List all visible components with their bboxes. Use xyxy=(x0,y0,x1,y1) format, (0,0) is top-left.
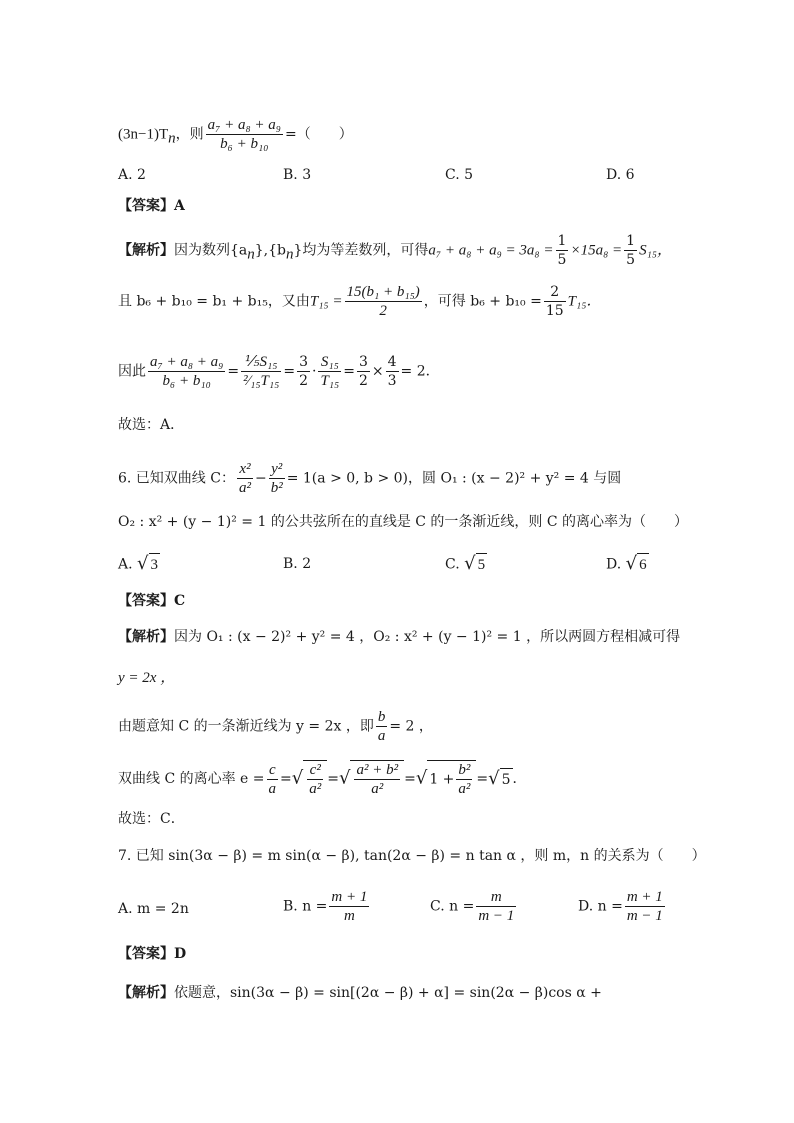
q5-a3g-frac: $\frac{\text{S₁₅}}{\text{T₁₅}}$ xyxy=(320,354,340,389)
q5-a3b-frac: $\frac{\text{a₇ + a₈ + a₉}}{\text{b₆ + b₁₀}}$ xyxy=(150,354,224,389)
q6-a1: 因为 O₁ : (x − 2)² + y² = 4 ，O₂ : x² + (y − 1)² = 1 ，所以两圆方程相减可得 xyxy=(174,629,681,645)
q7-answer: 【答案】D xyxy=(118,946,187,962)
q6-a3a: 由题意知 C 的一条渐近线为 y = 2x ，即 xyxy=(118,718,374,735)
q5-stem-mid: ，则 xyxy=(175,126,204,143)
q6-option-a xyxy=(118,553,160,576)
q6-s1e: = 1(a > 0, b > 0)，圆 O₁ : (x − 2)² + y² = 4 与圆 xyxy=(286,470,622,487)
q5-option-b: B. 3 xyxy=(283,167,312,183)
q6-s1d-frac: $\frac{\text{y²}}{\text{b²}}$ xyxy=(270,461,283,496)
q7-analysis-label: 【解析】 xyxy=(118,985,174,1001)
q6-analysis-line3 xyxy=(118,708,433,745)
q6-stem-line2: O₂ : x² + (y − 1)² = 1 的公共弦所在的直线是 C 的一条渐近线，则 C 的离心率为（ ） xyxy=(118,514,689,530)
q5-a1c: }均为等差数列，可得 xyxy=(293,242,429,259)
q5-stem xyxy=(118,116,353,153)
q7-option-b: B. n = $\frac{m + 1}{m}$ xyxy=(283,889,368,924)
q7-stem: 7. 已知 sin(3α − β) = m sin(α − β), tan(2α − β) = n tan α ，则 m，n 的关系为（ ） xyxy=(118,848,706,864)
q5-a2c-frac: $\frac{\text{15(b₁ + b₁₅)}}{2}$ xyxy=(346,284,420,319)
q5-stem-denominator: b₆ + b₁₀ xyxy=(220,136,269,152)
q7-option-a: A. m = 2n xyxy=(118,901,189,917)
q5-a3i-frac: $\frac{3}{2}$ xyxy=(358,354,368,389)
q6-option-d-sqrt: √ 6 xyxy=(625,553,647,574)
q6-analysis-label: 【解析】 xyxy=(118,629,174,645)
q6-a4b-frac: $\frac{c}{a}$ xyxy=(268,761,277,797)
q6-answer: 【答案】C xyxy=(118,593,186,609)
q5-stem-numerator: a₇ + a₈ + a₉ xyxy=(207,117,282,133)
q6-option-b: B. 2 xyxy=(283,556,312,572)
q5-a1e: ×15a₈ = xyxy=(570,242,623,259)
q7-option-d: D. n = $\frac{m + 1}{m - 1}$ xyxy=(578,889,663,924)
q6-s1b-frac: $\frac{\text{x²}}{\text{a²}}$ xyxy=(238,461,251,496)
q5-stem-tail: =（ ） xyxy=(285,126,353,143)
q5-a1f: S₁₅， xyxy=(639,242,673,259)
q7-a1: 依题意，sin(3α − β) = sin[(2α − β) + α] = sin(2α − β)cos α + xyxy=(174,985,602,1001)
q6-option-c-label: C. xyxy=(445,556,460,573)
q7-option-c: C. n = $\frac{m}{m - 1}$ xyxy=(430,889,515,924)
q5-option-c: C. 5 xyxy=(445,167,474,183)
q6-a4e-sqrt: √ 1 + $\frac{\text{b²}}{\text{a²}}$ xyxy=(416,760,477,798)
q6-s1a: 6. 已知双曲线 C： xyxy=(118,470,235,487)
q5-a2d: ，可得 b₆ + b₁₀ = xyxy=(423,293,542,310)
q5-frac-1-5b: $\frac{1}{5}$ xyxy=(626,233,636,268)
q6-analysis-line2: y = 2x ， xyxy=(118,670,176,686)
q5-analysis-label: 【解析】 xyxy=(118,242,174,259)
q7-analysis-line1 xyxy=(118,982,602,1004)
q5-a3c-frac: $\frac{\text{⅕S₁₅}}{\text{²⁄₁₅T₁₅}}$ xyxy=(243,354,280,389)
q5-a2e-frac: $\frac{2}{15}$ xyxy=(545,284,564,319)
q5-analysis-line3: 因此 $\frac{\text{a₇ + a₈ + a₉}}{\text{b₆ + b₁₀}}$ = $\frac{\text{⅕S₁₅}}{\text{²⁄₁₅T₁₅}}$ = $\frac{3}{2}$ · $\frac{\text{S₁₅}}{\text{T₁₅}}$ = $\frac{3}{2}$ × $\frac{4}{3}$ = 2． xyxy=(118,354,440,389)
q5-stem-fraction xyxy=(206,116,283,153)
q6-a3c: = 2 ， xyxy=(389,718,433,735)
q6-option-a-sqrt: √ 3 xyxy=(137,553,158,574)
q5-a2f: T₁₅． xyxy=(567,293,602,310)
q5-a1b: },{b xyxy=(254,242,286,259)
q5-option-a: A. 2 xyxy=(118,167,146,183)
q5-a3e-frac: $\frac{3}{2}$ xyxy=(299,354,308,389)
q5-a2a: 且 b₆ + b₁₀ = b₁ + b₁₅，又由 xyxy=(118,293,310,310)
q6-option-c-sqrt: √ 5 xyxy=(464,553,486,574)
q6-a4d-sqrt: √ $\frac{\text{a² + b²}}{\text{a²}}$ xyxy=(339,760,404,798)
q6-a4c-sqrt: √ $\frac{\text{c²}}{\text{a²}}$ xyxy=(292,760,327,798)
q5-conclusion: 故选：A． xyxy=(118,417,185,433)
q5-a3k-frac: $\frac{4}{3}$ xyxy=(387,354,397,389)
q5-answer: 【答案】A xyxy=(118,198,185,214)
q6-analysis-line1 xyxy=(118,626,680,648)
q5-a3l: = 2． xyxy=(400,363,440,380)
q6-a3b-frac: $\frac{b}{a}$ xyxy=(377,709,386,744)
q6-option-c xyxy=(445,553,487,576)
q5-analysis-line2 xyxy=(118,283,601,320)
q5-stem-sub: n xyxy=(168,130,176,147)
q5-frac-1-5: $\frac{1}{5}$ xyxy=(557,233,567,268)
q6-option-a-label: A. xyxy=(118,556,133,573)
q6-option-d-label: D. xyxy=(606,556,622,573)
q6-a4f-sqrt: √ 5 xyxy=(488,767,511,789)
q5-a3f: · xyxy=(312,363,317,380)
q6-a4a: 双曲线 C 的离心率 e = xyxy=(118,771,265,787)
q6-option-d xyxy=(606,553,649,576)
q6-conclusion: 故选：C． xyxy=(118,811,185,827)
q6-stem-line1: 6. 已知双曲线 C： $\frac{\text{x²}}{\text{a²}}$ − $\frac{\text{y²}}{\text{b²}}$ = 1(a > 0, b > 0)，圆 O₁ : (x − 2)² + y² = 4 与圆 xyxy=(118,461,622,496)
q5-a2b: T₁₅ = xyxy=(309,293,343,310)
q5-a1d: a₇ + a₈ + a₉ = 3a₈ = xyxy=(428,242,554,259)
q5-option-d: D. 6 xyxy=(606,167,635,183)
q5-a1a: 因为数列{a xyxy=(174,242,248,259)
q5-stem-prefix: (3n−1)T xyxy=(118,126,169,143)
q5-a3a: 因此 xyxy=(118,363,146,380)
q5-analysis-line1: 【解析】因为数列$\{a_n\},\{b_n\}$均为等差数列，可得a₇ + a₈ + a₉ = 3a₈ = $\frac{1}{5}$ ×15a₈ = $\frac{1}{5}$ S₁₅， xyxy=(118,233,673,268)
q6-analysis-line4: 双曲线 C 的离心率 e = $\frac{c}{a}$ =√ $\frac{\text{c²}}{\text{a²}}$ =√ $\frac{\text{a² + b²}}{\text{a²}}$ =√ 1 + $\frac{\text{b²}}{\text{a²}}$ =√ 5 ． xyxy=(118,761,527,797)
